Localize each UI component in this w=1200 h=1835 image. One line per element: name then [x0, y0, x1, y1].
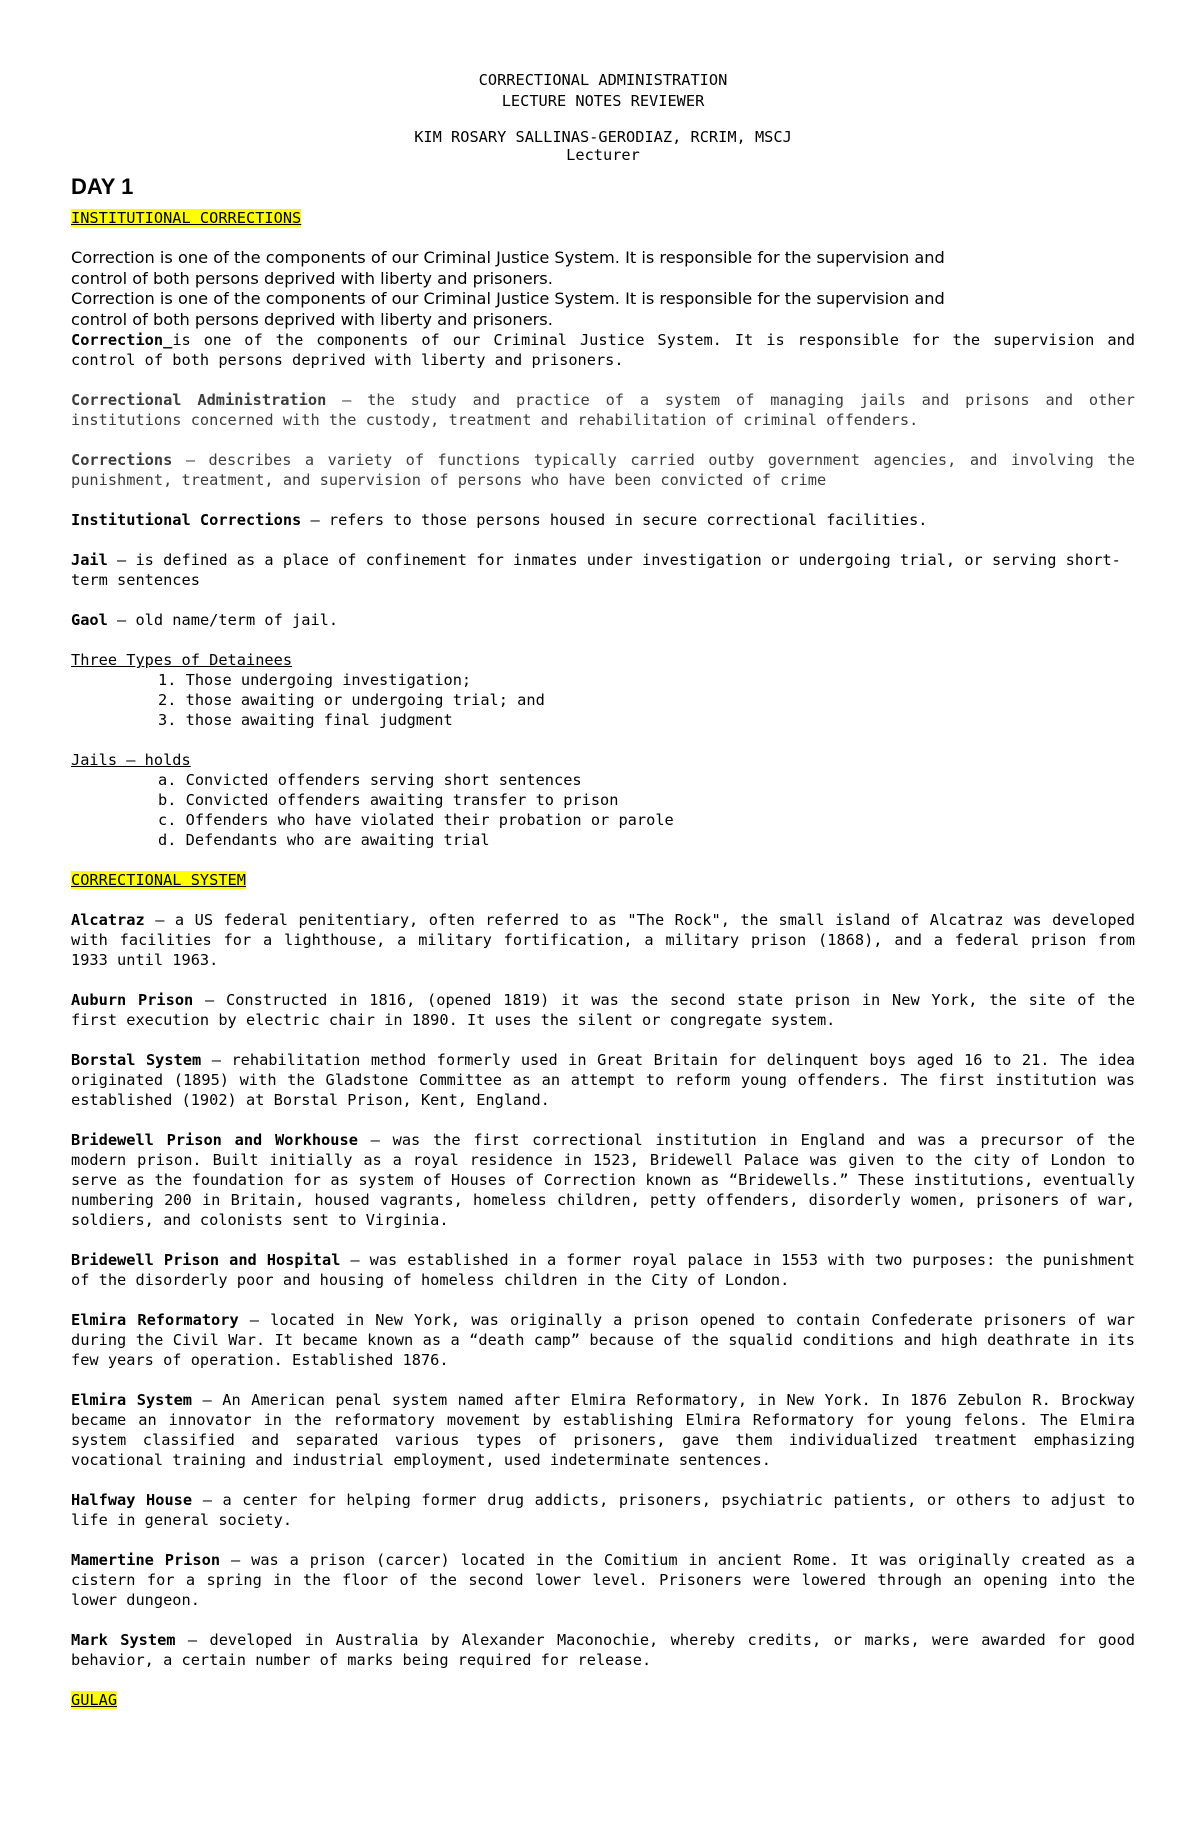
definition-mamertine-prison: [71, 1550, 1135, 1610]
intro-paragraph-3: [71, 330, 1135, 370]
definition-text: – was a prison (carcer) located in the Comitium in ancient Rome. It was originally created as a cistern for a spring in the floor of the second lower level. Prisoners were lowered through an opening into the lower dungeon.: [71, 1551, 1135, 1610]
definition-text: – Constructed in 1816, (opened 1819) it was the second state prison in New York, the site of the first execution by electric chair in 1890. It uses the silent or congregate system.: [71, 991, 1135, 1030]
highlighted-heading: CORRECTIONAL SYSTEM: [71, 871, 246, 890]
definition-bridewell-hospital: [71, 1250, 1135, 1290]
term: Alcatraz: [71, 911, 145, 930]
definition-alcatraz: [71, 910, 1135, 970]
highlighted-heading: GULAG: [71, 1691, 118, 1710]
list-item: 2. those awaiting or undergoing trial; and: [158, 691, 545, 710]
spacer: [71, 1530, 1135, 1550]
section-heading-gulag: [71, 1690, 1135, 1710]
detainees-list: [71, 670, 1135, 730]
spacer: [71, 490, 1135, 510]
definition-text: is one of the components of our Criminal Justice System. It is responsible for the supervision and control of both persons deprived with liberty and prisoners.: [71, 331, 1135, 370]
list-item: 3. those awaiting final judgment: [158, 711, 453, 730]
definition-elmira-reformatory: [71, 1310, 1135, 1370]
document-title-line1: CORRECTIONAL ADMINISTRATION: [478, 71, 728, 89]
list-item: a. Convicted offenders serving short sentences: [158, 771, 582, 790]
intro-paragraph-1: Correction is one of the components of our Criminal Justice System. It is responsible for the supervision and control of both persons deprived with liberty and prisoners.: [71, 248, 945, 288]
term: Elmira Reformatory: [71, 1311, 239, 1330]
definition-text: – old name/term of jail.: [107, 611, 339, 630]
spacer: [71, 1470, 1135, 1490]
spacer: [71, 112, 1135, 128]
document-title-line2: LECTURE NOTES REVIEWER: [501, 92, 705, 110]
term: Correctional Administration: [71, 391, 327, 410]
spacer: [71, 370, 1135, 390]
term: Halfway House: [71, 1491, 193, 1510]
section-heading-correctional-system: [71, 870, 1135, 890]
day-heading: DAY 1: [71, 174, 134, 199]
author-role: Lecturer: [566, 146, 640, 164]
spacer: [71, 1670, 1135, 1690]
term: Corrections: [71, 451, 173, 470]
spacer: [71, 630, 1135, 650]
term: Correction_: [71, 331, 173, 350]
detainees-heading: Three Types of Detainees: [71, 651, 293, 670]
spacer: [71, 890, 1135, 910]
definition-correctional-administration: [71, 390, 1135, 430]
term: Auburn Prison: [71, 991, 194, 1010]
term: Mamertine Prison: [71, 1551, 221, 1570]
list-item: c. Offenders who have violated their probation or parole: [158, 811, 674, 830]
term: Bridewell Prison and Workhouse: [71, 1131, 358, 1150]
term: Institutional Corrections: [71, 511, 302, 530]
definition-text: – An American penal system named after Elmira Reformatory, in New York. In 1876 Zebulon R. Brockway became an innovator in the reformatory movement by establishing Elmira Reformatory for young felons. The Elmira system classified and separated various types of prisoners, gave them individualized treatment emphasizing vocational training and industrial employment, used indeterminate sentences.: [71, 1391, 1135, 1470]
spacer: [71, 1610, 1135, 1630]
definition-text: – describes a variety of functions typically carried outby government agencies, and involving the punishment, treatment, and supervision of persons who have been convicted of crime: [71, 451, 1135, 490]
spacer: [71, 1030, 1135, 1050]
term: Gaol: [71, 611, 108, 630]
list-item: d. Defendants who are awaiting trial: [158, 831, 490, 850]
spacer: [71, 430, 1135, 450]
definition-bridewell-workhouse: [71, 1130, 1135, 1230]
definition-text: – rehabilitation method formerly used in Great Britain for delinquent boys aged 16 to 21. The idea originated (1895) with the Gladstone Committee as an attempt to reform young offenders. The first institution was established (1902) at Borstal Prison, Kent, England.: [71, 1051, 1135, 1110]
jails-holds-list: [71, 770, 1135, 850]
spacer: [71, 1230, 1135, 1250]
spacer: [71, 590, 1135, 610]
definition-gaol: [71, 610, 1135, 630]
term: Jail: [71, 551, 108, 570]
term: Mark System: [71, 1631, 176, 1650]
list-item: b. Convicted offenders awaiting transfer to prison: [158, 791, 619, 810]
spacer: [71, 1370, 1135, 1390]
spacer: [71, 970, 1135, 990]
definition-borstal-system: [71, 1050, 1135, 1110]
definition-corrections: [71, 450, 1135, 490]
spacer: [71, 1290, 1135, 1310]
spacer: [71, 1110, 1135, 1130]
term: Bridewell Prison and Hospital: [71, 1251, 341, 1270]
spacer: [71, 530, 1135, 550]
section-heading-institutional: [71, 208, 1135, 228]
definition-text: – is defined as a place of confinement for inmates under investigation or undergoing trial, or serving short-term sentences: [71, 551, 1121, 590]
definition-text: – the study and practice of a system of managing jails and prisons and other institutions concerned with the custody, treatment and rehabilitation of criminal offenders.: [71, 391, 1135, 430]
jails-holds-heading: Jails – holds: [71, 751, 191, 770]
definition-jail: [71, 550, 1135, 590]
spacer: [71, 730, 1135, 750]
spacer: [71, 228, 1135, 248]
definition-text: – refers to those persons housed in secure correctional facilities.: [301, 511, 928, 530]
definition-text: – was the first correctional institution in England and was a precursor of the modern prison. Built initially as a royal residence in 1523, Bridewell Palace was given to the city of London to serve as the foundation for as system of Houses of Correction known as “Bridewells.” These institutions, eventually numbering 200 in Britain, housed vagrants, homeless children, petty offenders, disorderly women, prisoners of war, soldiers, and colonists sent to Virginia.: [71, 1131, 1135, 1230]
definition-mark-system: [71, 1630, 1135, 1670]
definition-auburn-prison: [71, 990, 1135, 1030]
definition-halfway-house: [71, 1490, 1135, 1530]
definition-institutional-corrections: [71, 510, 1135, 530]
spacer: [71, 850, 1135, 870]
definition-text: – located in New York, was originally a prison opened to contain Confederate prisoners of war during the Civil War. It became known as a “death camp” because of the squalid conditions and high deathrate in its few years of operation. Established 1876.: [71, 1311, 1135, 1370]
definition-text: – a center for helping former drug addicts, prisoners, psychiatric patients, or others to adjust to life in general society.: [71, 1491, 1136, 1530]
term: Elmira System: [71, 1391, 193, 1410]
author-name: KIM ROSARY SALLINAS-GERODIAZ, RCRIM, MSCJ: [414, 128, 792, 146]
list-item: 1. Those undergoing investigation;: [158, 671, 472, 690]
definition-text: – was established in a former royal palace in 1553 with two purposes: the punishment of the disorderly poor and housing of homeless children in the City of London.: [71, 1251, 1136, 1290]
definition-elmira-system: [71, 1390, 1135, 1470]
definition-text: – a US federal penitentiary, often referred to as "The Rock", the small island of Alcatraz was developed with facilities for a lighthouse, a military fortification, a military prison (1868), and a federal prison from 1933 until 1963.: [71, 911, 1135, 970]
term: Borstal System: [71, 1051, 202, 1070]
definition-text: – developed in Australia by Alexander Maconochie, whereby credits, or marks, were awarded for good behavior, a certain number of marks being required for release.: [71, 1631, 1135, 1670]
intro-paragraph-2: Correction is one of the components of our Criminal Justice System. It is responsible for the supervision and control of both persons deprived with liberty and prisoners.: [71, 289, 945, 329]
document-page: [71, 70, 1135, 1710]
highlighted-heading: INSTITUTIONAL CORRECTIONS: [71, 209, 302, 227]
